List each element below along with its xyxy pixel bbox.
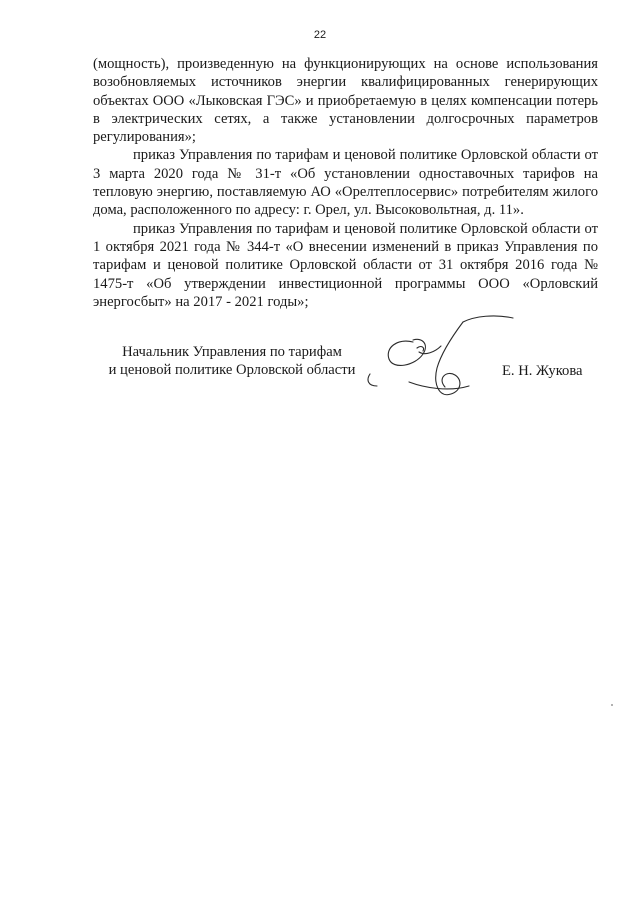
signer-name: Е. Н. Жукова [502,363,583,379]
scan-speck [611,704,613,706]
signer-position [102,343,362,380]
page-number: 22 [313,29,327,41]
signature-block [0,312,640,412]
document-body [93,55,598,311]
paragraph-continuation: (мощность), произведенную на функционирующих на основе использования возобновляемых источников энергии квалифицированных генерирующих объектах ООО «Лыковская ГЭС» и приобретаемую в целях компенсации потерь в электрических сетях, а также установлении долгосрочных параметров регулирования»; [93,56,598,146]
signer-position-line-2: и ценовой политике Орловской области [108,362,356,379]
handwritten-signature [365,312,520,407]
paragraph-order-344t: приказ Управления по тарифам и ценовой политике Орловской области от 1 октября 2021 года № 344-т «О внесении изменений в приказ Управления по тарифам и ценовой политике Орловской области от 31 октября 2016 года № 1475-т «Об утверждении инвестиционной программы ООО «Орловский энергосбыт» на 2017 - 2021 годы»; [93,220,598,310]
paragraph-order-31t: приказ Управления по тарифам и ценовой политике Орловской области от 3 марта 2020 года № 31-т «Об установлении одноставочных тарифов на тепловую энергию, поставляемую АО «Орелтеплосервис» потребителям жилого дома, расположенного по адресу: г. Орел, ул. Высоковольтная, д. 11». [93,147,598,219]
signer-position-line-1: Начальник Управления по тарифам [122,344,342,360]
